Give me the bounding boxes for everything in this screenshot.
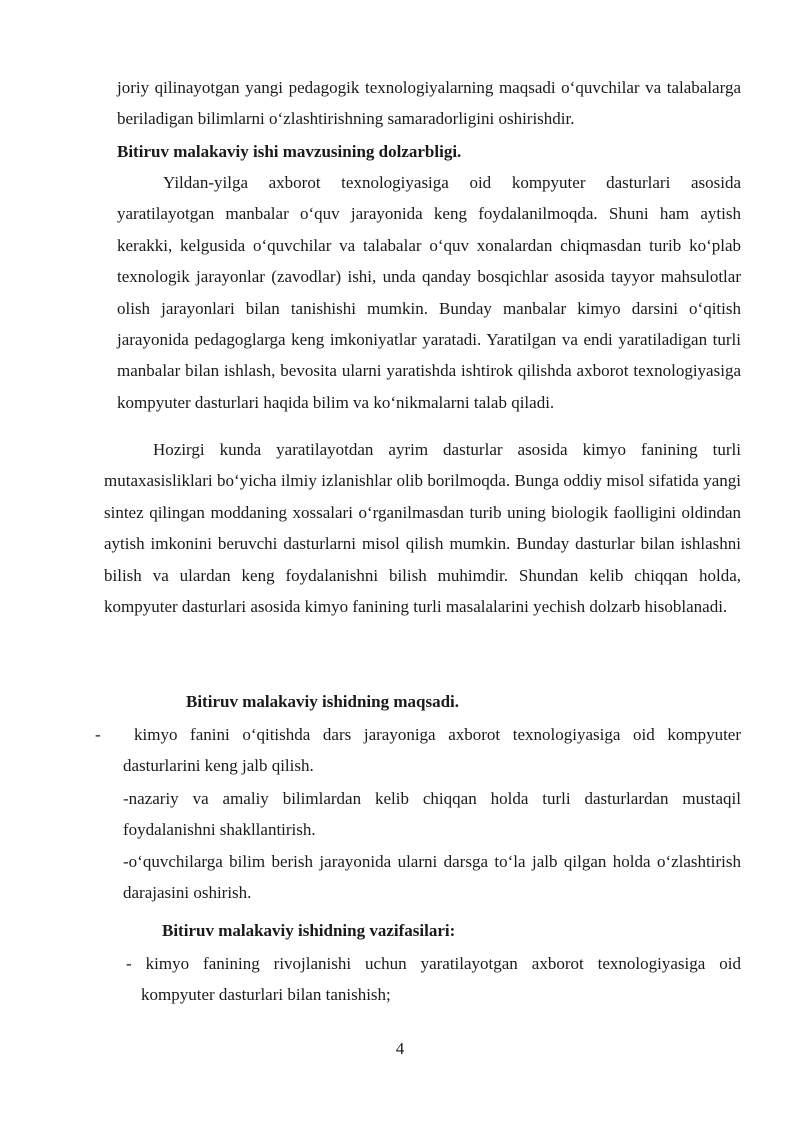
tasks-list-item-text: - kimyo fanining rivojlanishi uchun yaratilayotgan axborot texnologiyasiga oid kompyuter dasturlari bilan tanishish; [126,954,741,1005]
relevance-paragraph-2: Hozirgi kunda yaratilayotdan ayrim dasturlar asosida kimyo fanining turli mutaxasisliklari bo‘yicha ilmiy izlanishlar olib borilmoqda. Bunga oddiy misol sifatida yangi sintez qilingan moddaning xossalari o‘rganilmasdan turib uning biologik faolligini oldindan aytish imkonini beruvchi dasturlarni misol qilish mumkin. Bunday dasturlar bilan ishlashni bilish va ulardan keng foydalanishni bilish muhimdir. Shundan kelib chiqqan holda, kompyuter dasturlari asosida kimyo fanining turli masalalarini yechish dolzarb hisoblanadi. [104,440,741,617]
page-number: 4 [395,1039,405,1058]
goal-heading: Bitiruv malakaviy ishidning maqsadi. [186,692,460,711]
goal-list-item: -o‘quvchilarga bilim berish jarayonida ularni darsga to‘la jalb qilgan holda o‘zlashtirish darajasini oshirish. [123,852,741,903]
tasks-list-item [126,948,741,1011]
goal-list-item: -nazariy va amaliy bilimlardan kelib chiqqan holda turli dasturlardan mustaqil foydalanishni shakllantirish. [123,789,741,840]
goal-list-item: kimyo fanini o‘qitishda dars jarayoniga axborot texnologiyasiga oid kompyuter dasturlarini keng jalb qilish. [123,725,741,776]
intro-paragraph: joriy qilinayotgan yangi pedagogik texnologiyalarning maqsadi o‘quvchilar va talabalarga beriladigan bilimlarni o‘zlashtirishning samaradorligini oshirishdir. [117,78,741,129]
tasks-heading: Bitiruv malakaviy ishidning vazifasilari: [162,921,456,940]
relevance-paragraph-1: Yildan-yilga axborot texnologiyasiga oid kompyuter dasturlari asosida yaratilayotgan manbalar o‘quv jarayonida keng foydalanilmoqda. Shuni ham aytish kerakki, kelgusida o‘quvchilar va talabalar o‘quv xonalardan chiqmasdan turib ko‘plab texnologik jarayonlar (zavodlar) ishi, unda qanday bosqichlar asosida tayyor mahsulotlar olish jarayonlari bilan tanishishi mumkin. Bunday manbalar kimyo darsini o‘qitish jarayonida pedagoglarga keng imkoniyatlar yaratadi. Yaratilgan va endi yaratiladigan turli manbalar bilan ishlash, bevosita ularni yaratishda ishtirok qilishda axborot texnologiyasiga kompyuter dasturlari haqida bilim va ko‘nikmalarni talab qiladi. [117,173,741,412]
goal-list-dash: - [95,725,101,744]
relevance-heading: Bitiruv malakaviy ishi mavzusining dolzarbligi. [117,142,462,161]
